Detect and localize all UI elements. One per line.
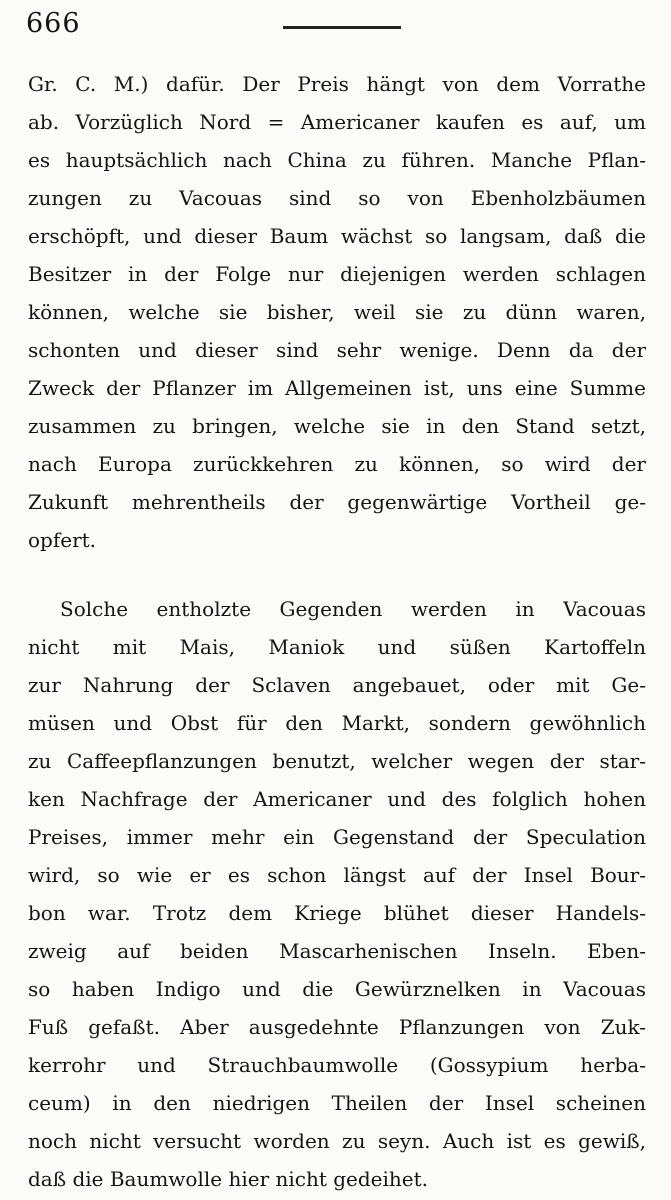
text-line: müsen und Obst für den Markt, sondern gewöhnlich [28,711,646,735]
text-line: wird, so wie er es schon längst auf der Insel Bour- [28,863,646,887]
text-line: zusammen zu bringen, welche sie in den Stand setzt, [28,414,646,438]
text-line: daß die Baumwolle hier nicht gedeihet. [28,1167,429,1191]
text-line: schonten und dieser sind sehr wenige. Denn da der [28,338,646,362]
text-line: zu Caffeepflanzungen benutzt, welcher wegen der star- [28,749,646,773]
text-line: so haben Indigo und die Gewürznelken in Vacouas [28,977,646,1001]
text-line: Fuß gefaßt. Aber ausgedehnte Pflanzungen von Zuk- [28,1015,646,1039]
header-rule [283,26,401,29]
text-line: ken Nachfrage der Americaner und des folglich hohen [28,787,646,811]
text-line: ceum) in den niedrigen Theilen der Insel scheinen [28,1091,646,1115]
text-line: ab. Vorzüglich Nord = Americaner kaufen es auf, um [28,110,646,134]
text-line: kerrohr und Strauchbaumwolle (Gossypium herba- [28,1053,646,1077]
paragraph-2 [28,590,646,1198]
text-line: Zukunft mehrentheils der gegenwärtige Vortheil ge- [28,490,646,514]
text-line: zweig auf beiden Mascarhenischen Inseln. Eben- [28,939,646,963]
text-line: Gr. C. M.) dafür. Der Preis hängt von dem Vorrathe [28,72,646,96]
page-number: 666 [26,8,81,39]
text-line: nach Europa zurückkehren zu können, so wird der [28,452,646,476]
text-line: Preises, immer mehr ein Gegenstand der Speculation [28,825,646,849]
text-line: opfert. [28,528,97,552]
paragraph-1 [28,65,646,559]
text-line: nicht mit Mais, Maniok und süßen Kartoffeln [28,635,646,659]
text-line: Solche entholzte Gegenden werden in Vacouas [60,597,646,621]
text-line: können, welche sie bisher, weil sie zu dünn waren, [28,300,646,324]
text-line: es hauptsächlich nach China zu führen. Manche Pflan- [28,148,646,172]
text-line: Zweck der Pflanzer im Allgemeinen ist, uns eine Summe [28,376,646,400]
text-line: zur Nahrung der Sclaven angebauet, oder mit Ge- [28,673,646,697]
text-line: noch nicht versucht worden zu seyn. Auch ist es gewiß, [28,1129,646,1153]
text-line: zungen zu Vacouas sind so von Ebenholzbäumen [28,186,646,210]
text-line: bon war. Trotz dem Kriege blühet dieser Handels- [28,901,646,925]
text-line: Besitzer in der Folge nur diejenigen werden schlagen [28,262,646,286]
text-line: erschöpft, und dieser Baum wächst so langsam, daß die [28,224,646,248]
